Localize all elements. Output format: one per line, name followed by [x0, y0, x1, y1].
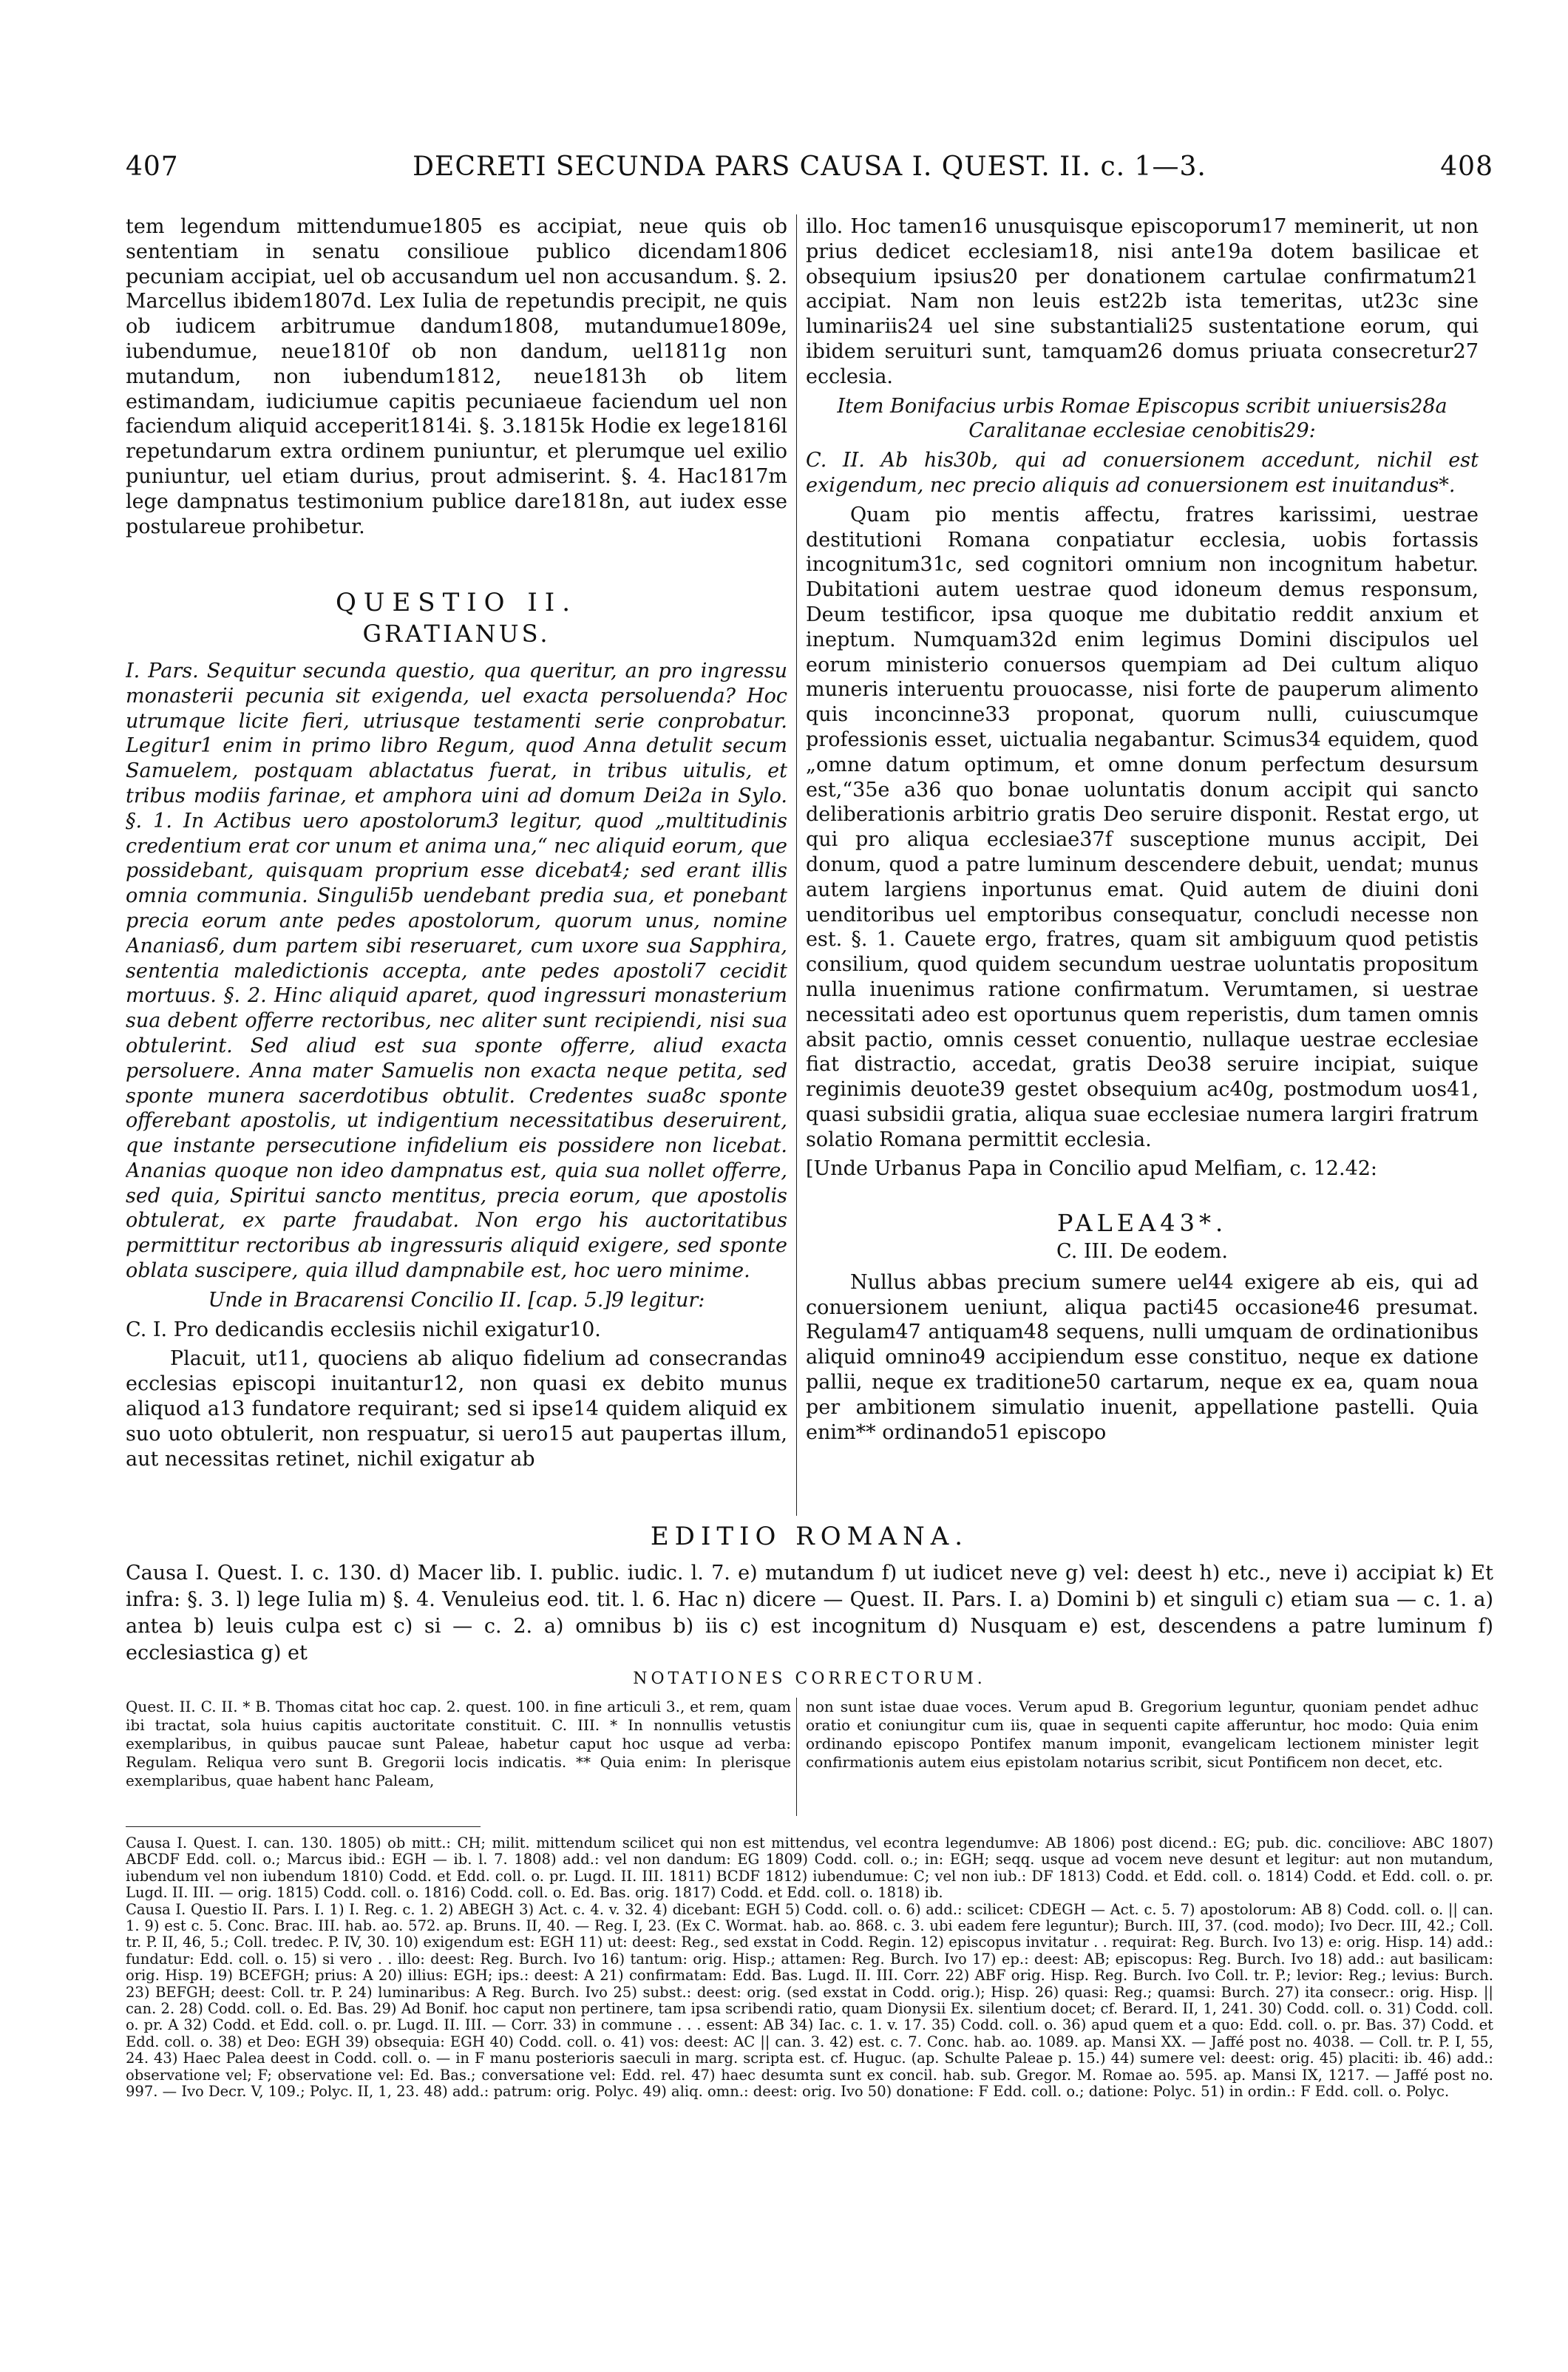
editio-romana-text: Causa I. Quest. I. c. 130. d) Macer lib. I. public. iudic. l. 7. e) mutandum f) ut iudicet neve g) vel: deest h) etc., neve i) accipiat k) Et infra: §. 3. l) lege Iulia m) §. 4. Venuleius eod. tit. l. 6. Hac n) dicere — Quest. II. Pars. I. a) Domini b) et singuli c) etiam sua — c. 1. a) antea b) leuis culpa est c) si — c. 2. a) omnibus b) iis c) est incognitum d) Nusquam e) est, descendens a patre luminum f) ecclesiastica g) et	[126, 1562, 1493, 1664]
gratianus-heading: GRATIANUS.	[362, 620, 551, 648]
bracarensi-rubric: Unde in Bracarensi Concilio II. [cap. 5.]9 legitur:	[208, 1288, 705, 1312]
palea-heading: PALEA43*.	[1056, 1209, 1228, 1238]
chapter-3-heading: C. III. De eodem.	[1056, 1240, 1228, 1264]
notationes-right: non sunt istae duae voces. Verum apud B. Gregorium leguntur, quoniam pendet adhuc oratio et coniungitur cum iis, quae in sequenti capite afferuntur, hoc modo: Quia enim ordinando episcopo Pontifex manum imponit, evangelicam lectionem minister legit confirmationis autem eius epistolam notarius scribit, sicut Pontificem non decet, etc.	[806, 1698, 1479, 1771]
notationes-left: Quest. II. C. II. * B. Thomas citat hoc cap. 2. quest. 100. in fine articuli 3., et rem, quam ibi tractat, sola huius capitis auctoritate constituit. C. III. * In nonnullis vetustis exemplaribus, in quibus paucae sunt Paleae, habetur caput hoc usque ad verba: Regulam. Reliqua vero sunt B. Gregorii locis indicatis. ** Quia enim: In plerisque exemplaribus, quae habent hanc Paleam,	[126, 1698, 791, 1789]
left-paragraph-2: I. Pars. Sequitur secunda questio, qua queritur, an pro ingressu monasterii pecunia sit exigenda, uel exacta persoluenda? Hoc utrumque licite fieri, utriusque testamenti serie conprobatur. Legitur1 enim in primo libro Regum, quod Anna detulit secum Samuelem, postquam ablactatus fuerat, in tribus uitulis, et tribus modiis farinae, et amphora uini ad domum Dei2a in Sylo. §. 1. In Actibus uero apostolorum3 legitur, quod „multitudinis credentium erat cor unum et anima una,“ nec aliquid eorum, que possidebant, quisquam proprium esse dicebat4; sed erant illis omnia communia. Singuli5b uendebant predia sua, et ponebant precia eorum ante pedes apostolorum, quorum unus, nomine Ananias6, dum partem sibi reseruaret, cum uxore sua Sapphira, sententia maledictionis accepta, ante pedes apostoli7 cecidit mortuus. §. 2. Hinc aliquid aparet, quod ingressuri monasterium sua debent offerre rectoribus, nec aliter sunt recipiendi, nisi sua obtulerint. Sed aliud est sua sponte offerre, aliud exacta persoluere. Anna mater Samuelis non exacta neque petita, sed sponte munera sacerdotibus obtulit. Credentes sua8c sponte offerebant apostolis, ut indigentium necessitatibus deseruirent, que instante persecutione infidelium eis possidere non licebat. Ananias quoque non ideo dampnatus est, quia sua nollet offerre, sed quia, Spiritui sancto mentitus, precia eorum, que apostolis obtulerat, ex parte fraudabat. Non ergo his auctoritatibus permittitur rectoribus ab ingressuris aliquid exigere, sed sponte oblata suscipere, quia illud dampnabile est, hoc uero minime.	[126, 659, 787, 1283]
right-paragraph-1: illo. Hoc tamen16 unusquisque episcoporum17 meminerit, ut non prius dedicet ecclesiam18, nisi ante19a dotem basilicae et obsequium ipsius20 per donationem cartulae confirmatum21 accipiat. Nam non leuis est22b ista temeritas, ut23c sine luminariis24 uel sine substantiali25 sustentatione eorum, qui ibidem seruituri sunt, tamquam26 domus priuata consecretur27 ecclesia.	[806, 215, 1479, 388]
notationes-divider	[796, 1698, 797, 1816]
footnote-rule	[126, 1826, 481, 1827]
footnotes	[126, 1835, 1493, 2101]
left-page-number: 407	[126, 152, 179, 182]
notationes-title: NOTATIONES CORRECTORUM.	[633, 1670, 986, 1688]
urbanus-rubric: [Unde Urbanus Papa in Concilio apud Melfiam, c. 12.42:	[806, 1157, 1378, 1181]
editio-romana-title: EDITIO ROMANA.	[650, 1522, 969, 1551]
left-paragraph-1: tem legendum mittendumue1805 es accipiat, neue quis ob sententiam in senatu consilioue publico dicendam1806 pecuniam accipiat, uel ob accusandum uel non accusandum. §. 2. Marcellus ibidem1807d. Lex Iulia de repetundis precipit, ne quis ob iudicem arbitrumue dandum1808, mutandumue1809e, iubendumue, neue1810f ob non dandum, uel1811g non mutandum, non iubendum1812, neue1813h ob litem estimandam, iudiciumue capitis pecuniaeue faciendum uel non faciendum aliquid acceperit1814i. §. 3.1815k Hodie ex lege1816l repetundarum extra ordinem puniuntur, et plerumque uel exilio puniuntur, uel etiam durius, prout admiserint. §. 4. Hac1817m lege dampnatus testimonium publice dare1818n, aut iudex esse postulareue prohibetur.	[126, 215, 787, 538]
running-title: DECRETI SECUNDA PARS CAUSA I. QUEST. II. c. 1—3.	[413, 152, 1206, 182]
right-column	[806, 214, 1479, 1523]
question-title: QUESTIO II.	[335, 588, 578, 618]
chapter-2-heading: C. II. Ab his30b, qui ad conuersionem accedunt, nichil est exigendum, nec precio aliquis ad conuersionem est inuitandus*.	[806, 449, 1479, 497]
left-paragraph-4: Placuit, ut11, quociens ab aliquo fidelium ad consecrandas ecclesias episcopi inuitantur12, non quasi ex debito munus aliquod a13 fundatore requirant; sed si ipse14 quidem aliquid ex suo uoto obtulerit, non respuatur, si uero15 aut paupertas illum, aut necessitas retinet, nichil exigatur ab	[126, 1347, 787, 1471]
bonifacius-rubric: Item Bonifacius urbis Romae Episcopus scribit uniuersis28a Caralitanae ecclesiae cenobitis29:	[837, 394, 1447, 443]
right-paragraph-5: Nullus abbas precium sumere uel44 exigere ab eis, qui ad conuersionem ueniunt, aliqua pacti45 occasione46 presumat. Regulam47 antiquam48 sequens, nulli umquam de ordinationibus aliquid omnino49 accipiendum esse constituo, neque ex datione pallii, neque ex traditione50 cartarum, neque ex ea, quam noua per ambitionem simulatio inuenit, appellatione pastelli. Quia enim** ordinando51 episcopo	[806, 1270, 1479, 1444]
right-paragraph-3: Quam pio mentis affectu, fratres karissimi, uestrae destitutioni Romana conpatiatur ecclesia, uobis fortassis incognitum31c, sed cognitori omnium non incognitum habetur. Dubitationi autem uestrae quod idoneum demus responsum, Deum testificor, ipsa quoque me dubitatio reddit anxium et ineptum. Numquam32d enim legimus Domini discipulos uel eorum ministerio conuersos quempiam ad Dei cultum aliquo muneris interuentu prouocasse, nisi forte de pauperum alimento quis inconcinne33 proponat, quorum nulli, cuiuscumque professionis esset, uictualia negabantur. Scimus34 equidem, quod „omne datum optimum, et omne donum perfectum desursum est,“35e a36 quo bonae uoluntatis donum accipit qui sancto deliberationis arbitrio gratis Deo seruire disponit. Restat ergo, ut qui pro aliqua ecclesiae37f susceptione munus accipit, Dei donum, quod a patre luminum descendere debuit, uendat; munus autem largiens inportunus emat. Quid autem de diuini doni uenditoribus uel emptoribus consequatur, concludi necesse non est. §. 1. Cauete ergo, fratres, quam sit ambiguum quod petistis consilium, quod quidem secundum uestrae uoluntatis propositum nulla inuenimus ratione confirmatum. Verumtamen, si uestrae necessitati adeo est oportunus quem reperistis, dum tamen omnis absit pactio, omnis cesset conuentio, nullaque uestrae ecclesiae fiat distractio, accedat, gratis Deo38 seruire incipiat, suique reginimis deuote39 gestet obsequium ac40g, postmodum uos41, quasi subsidii gratia, aliqua suae ecclesiae numera largiri fratrum solatio Romana permittit ecclesia.	[806, 503, 1479, 1151]
column-divider	[796, 214, 797, 1516]
chapter-1-heading: C. I. Pro dedicandis ecclesiis nichil exigatur10.	[126, 1318, 601, 1341]
left-column	[126, 214, 787, 1523]
footnotes-quest-1: Causa I. Quest. I. can. 130. 1805) ob mitt.: CH; milit. mittendum scilicet qui non est mittendus, vel econtra legendumve: AB 1806) post dicend.: EG; pub. dic. conciliove: ABC 1807) ABCDF Edd. coll. o.; Marcus ibid.: EGH — ib. l. 7. 1808) add.: vel non dandum: EG 1809) Codd. coll. o.; in: EGH; seqq. usque ad vocem neve desunt et legitur: aut non mutandum, iubendum vel non iubendum 1810) Codd. et Edd. coll. o. pr. Lugd. II. III. 1811) BCDF 1812) iubendumue: C; vel non iub.: DF 1813) Codd. et Edd. coll. o. 1814) Codd. et Edd. coll. o. pr. Lugd. II. III. — orig. 1815) Codd. coll. o. 1816) Codd. coll. o. Ed. Bas. orig. 1817) Codd. et Edd. coll. o. 1818) ib.	[126, 1834, 1493, 1902]
right-page-number: 408	[1440, 152, 1493, 182]
footnotes-quest-2: Causa I. Questio II. Pars. I. 1) I. Reg. c. 1. 2) ABEGH 3) Act. c. 4. v. 32. 4) dicebant: EGH 5) Codd. coll. o. 6) add.: scilicet: CDEGH — Act. c. 5. 7) apostolorum: AB 8) Codd. coll. o. || can. 1. 9) est c. 5. Conc. Brac. III. hab. ao. 572. ap. Bruns. II, 40. — Reg. I, 23. (Ex C. Wormat. hab. ao. 868. c. 3. ubi eadem fere leguntur); Burch. III, 37. (cod. modo); Ivo Decr. III, 42.; Coll. tr. P. II, 46, 5.; Coll. tredec. P. IV, 30. 10) exigendum est: EGH 11) ut: deest: Reg., sed exstat in Codd. Regin. 12) episcopus invitatur . . requirat: Reg. Burch. Ivo 13) e: orig. Hisp. 14) add.: fundatur: Edd. coll. o. 15) si vero . . illo: deest: Reg. Burch. Ivo 16) tantum: orig. Hisp.; attamen: Reg. Burch. Ivo 17) ep.: deest: AB; episcopus: Reg. Burch. Ivo 18) add.: aut basilicam: orig. Hisp. 19) BCEFGH; prius: A 20) illius: EGH; ips.: deest: A 21) confirmatam: Edd. Bas. Lugd. II. III. Corr. 22) ABF orig. Hisp. Reg. Burch. Ivo Coll. tr. P.; levior: Reg.; levius: Burch. 23) BEFGH; deest: Coll. tr. P. 24) luminaribus: A Reg. Burch. Ivo 25) subst.: deest: orig. (sed exstat in Codd. orig.); Hisp. 26) quasi: Reg.; quamsi: Burch. 27) ita consecr.: orig. Hisp. || can. 2. 28) Codd. coll. o. Ed. Bas. 29) Ad Bonif. hoc caput non pertinere, tam ipsa scribendi ratio, quam Dionysii Ex. silentium docet; cf. Berard. II, 1, 241. 30) Codd. coll. o. 31) Codd. coll. o. pr. A 32) Codd. et Edd. coll. o. pr. Lugd. II. III. — Corr. 33) in commune . . . essent: AB 34) Iac. c. 1. v. 17. 35) Codd. coll. o. 36) apud quem et a quo: Edd. coll. o. pr. Bas. 37) Codd. et Edd. coll. o. 38) et Deo: EGH 39) obsequia: EGH 40) Codd. coll. o. 41) vos: deest: AC || can. 3. 42) est. c. 7. Conc. hab. ao. 1089. ap. Mansi XX. — Jaffé post no. 4038. — Coll. tr. P. I, 55, 24. 43) Haec Palea deest in Codd. coll. o. — in F manu posterioris saeculi in marg. scripta est. cf. Huguc. (ap. Schulte Paleae p. 15.) 44) sumere vel: deest: orig. 45) placiti: ib. 46) add.: observatione vel; F; observatione vel: Ed. Bas.; conversatione vel: Edd. rel. 47) haec desumta sunt ex concil. hab. sub. Gregor. M. Romae ao. 595. ap. Mansi IX, 1217. — Jaffé post no. 997. — Ivo Decr. V, 109.; Polyc. II, 1, 23. 48) add.: patrum: orig. Polyc. 49) aliq. omn.: deest: orig. Ivo 50) donatione: F Edd. coll. o.; datione: Polyc. 51) in ordin.: F Edd. coll. o. Polyc.	[126, 1900, 1493, 2101]
page-header	[126, 152, 1493, 196]
